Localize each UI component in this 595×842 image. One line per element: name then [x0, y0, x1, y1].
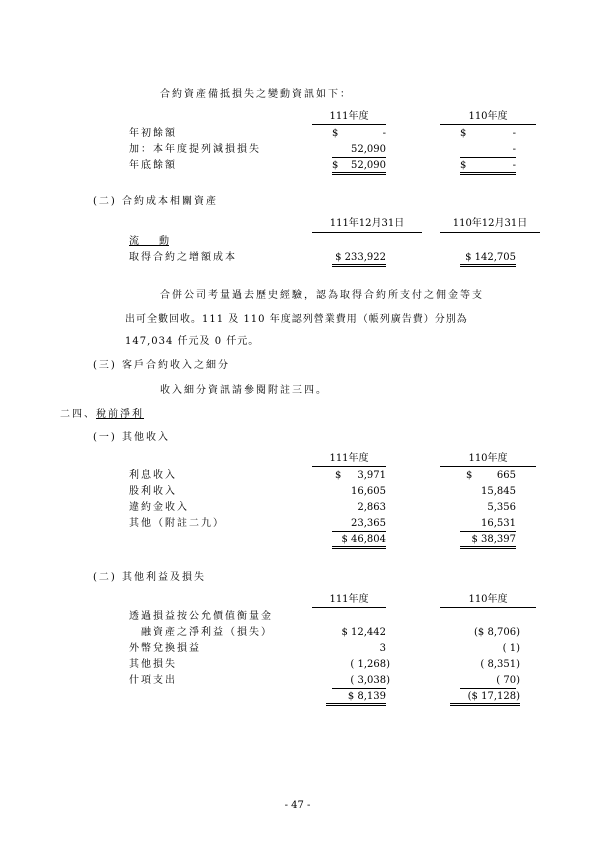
col-111: 111年度: [329, 453, 369, 464]
intro-text: 合約資產備抵損失之變動資訊如下：: [160, 89, 352, 100]
value: -: [512, 160, 516, 171]
row-label: 年底餘額: [129, 160, 177, 171]
paragraph-line: 出可全數回收。111 及 110 年度認列營業費用（帳列廣告費）分別為: [125, 314, 468, 325]
note-heading: [60, 409, 144, 421]
col-110: 110年度: [468, 111, 508, 122]
row-label: 透過損益按公允價值衡量金: [129, 611, 273, 622]
section-heading: (二) 其他利益及損失: [93, 572, 206, 583]
currency: $: [332, 160, 339, 171]
row-label: 加：本年度提列減損損失: [129, 144, 261, 155]
value: 16,605: [351, 486, 386, 497]
double-rule: [460, 172, 516, 175]
col-111: 111年度: [329, 594, 369, 605]
page-number: - 47 -: [284, 800, 311, 811]
value: -: [512, 144, 516, 155]
note-title: 稅前淨利: [96, 409, 144, 420]
rule: [332, 531, 386, 532]
total-value: $ 8,139: [326, 691, 386, 706]
row-label: 年初餘額: [129, 128, 177, 139]
rule: [460, 531, 516, 532]
row-label: 其他（附註二九）: [129, 518, 225, 529]
rule: [440, 466, 536, 467]
value: ( 70): [496, 675, 520, 686]
row-label: 利息收入: [129, 470, 177, 481]
paragraph-line: 合併公司考量過去歷史經驗，認為取得合約所支付之佣金等支: [160, 290, 484, 301]
section-heading: (三) 客戶合約收入之細分: [93, 360, 230, 371]
row-label: 股利收入: [129, 486, 177, 497]
value: 3: [379, 643, 386, 654]
total-value: $ 46,804: [332, 534, 386, 549]
rule: [332, 688, 386, 689]
value: ( 1,268): [350, 659, 390, 670]
section-text: 收入細分資訊請參閱附註三四。: [160, 385, 328, 396]
value: 2,863: [357, 502, 386, 513]
row-label: 取得合約之增額成本: [129, 252, 237, 263]
rule: [312, 232, 422, 233]
value: -: [382, 128, 386, 139]
section-heading: (一) 其他收入: [93, 432, 170, 443]
currency: $: [460, 160, 467, 171]
rule: [460, 688, 516, 689]
value: 3,971: [357, 470, 386, 481]
currency: $: [466, 470, 473, 481]
value: $ 142,705: [460, 252, 516, 267]
currency: $: [335, 470, 342, 481]
sub-heading: 流 動: [129, 236, 169, 247]
rule: [440, 124, 536, 125]
rule: [312, 607, 386, 608]
value: 23,365: [351, 518, 386, 529]
value: 16,531: [481, 518, 516, 529]
value: -: [512, 128, 516, 139]
value: 52,090: [351, 160, 386, 171]
currency: $: [460, 128, 467, 139]
col-110: 110年度: [468, 453, 508, 464]
rule: [440, 607, 536, 608]
value: 5,356: [487, 502, 516, 513]
value: $ 233,922: [332, 252, 386, 267]
rule: [460, 157, 516, 158]
paragraph-line: 147,034 仟元及 0 仟元。: [125, 336, 260, 347]
value: 52,090: [351, 144, 386, 155]
value: $ 12,442: [341, 627, 386, 638]
total-value: ($ 17,128): [450, 691, 520, 706]
double-rule: [332, 172, 386, 175]
row-label: 其他損失: [129, 659, 177, 670]
col-2022: 111年12月31日: [329, 218, 405, 229]
rule: [440, 232, 540, 233]
rule: [332, 157, 386, 158]
value: ( 1): [502, 643, 520, 654]
value: 15,845: [481, 486, 516, 497]
value: ( 3,038): [350, 675, 390, 686]
note-number: 二四、: [60, 409, 96, 420]
row-label: 外幣兌換損益: [129, 643, 201, 654]
rule: [312, 124, 386, 125]
row-label: 融資產之淨利益（損失）: [141, 627, 273, 638]
col-2021: 110年12月31日: [452, 218, 528, 229]
total-value: $ 38,397: [460, 534, 516, 549]
section-heading: (二) 合約成本相關資產: [93, 196, 218, 207]
col-111: 111年度: [329, 111, 369, 122]
row-label: 違約金收入: [129, 502, 189, 513]
row-label: 什項支出: [129, 675, 177, 686]
col-110: 110年度: [468, 594, 508, 605]
rule: [312, 466, 386, 467]
value: ( 8,351): [480, 659, 520, 670]
value: 665: [496, 470, 516, 481]
currency: $: [332, 128, 339, 139]
value: ($ 8,706): [474, 627, 520, 638]
